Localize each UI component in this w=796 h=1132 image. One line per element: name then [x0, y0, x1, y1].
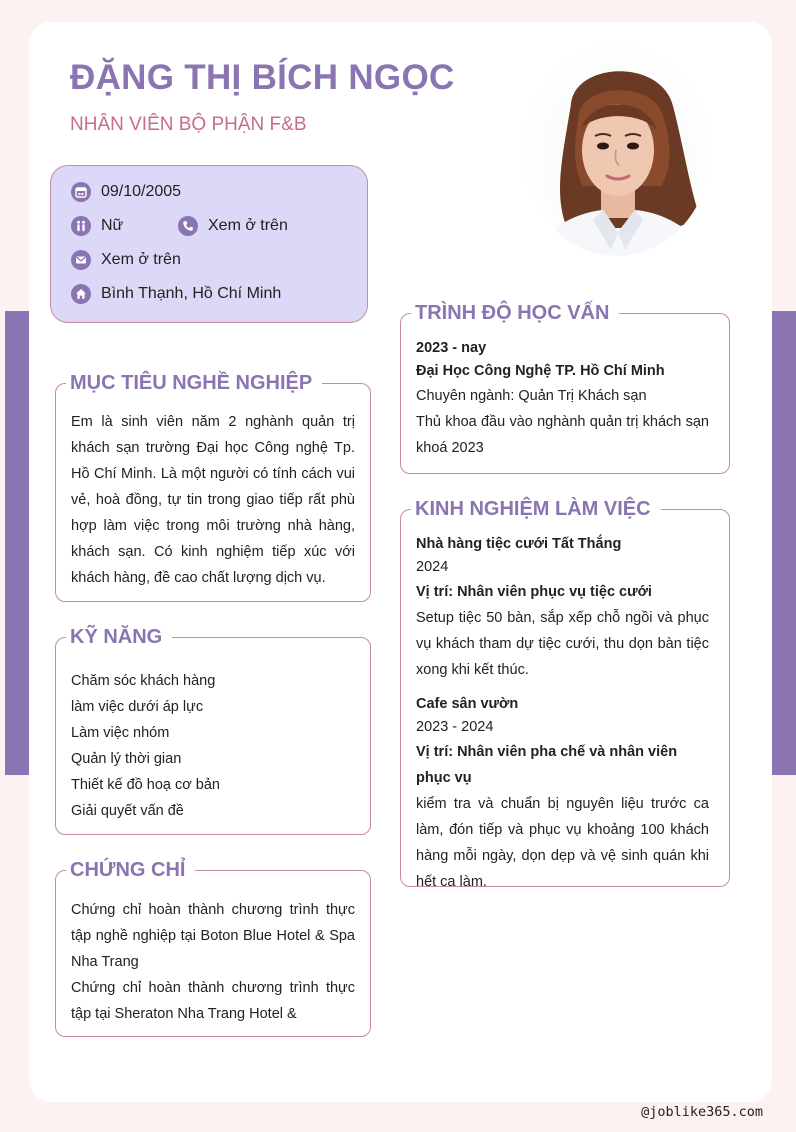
certificate-item: Chứng chỉ hoàn thành chương trình thực tập tại Sheraton Nha Trang Hotel &: [71, 980, 355, 1022]
left-decor-band: [5, 311, 29, 775]
email-value: Xem ở trên: [101, 251, 181, 268]
address-row: [71, 284, 281, 304]
candidate-job-title: NHÂN VIÊN BỘ PHẬN F&B: [70, 114, 307, 135]
phone-icon: [178, 216, 198, 236]
phone-row: [178, 216, 288, 236]
watermark: @joblike365.com: [641, 1104, 763, 1120]
experience-title: KINH NGHIỆM LÀM VIỆC: [411, 495, 661, 523]
experience-company: Cafe sân vườn: [416, 696, 519, 712]
birthday-row: [71, 182, 181, 202]
education-period: 2023 - nay: [416, 340, 487, 356]
certificate-item: Chứng chỉ hoàn thành chương trình thực tập nghề nghiệp tại Boton Blue Hotel & Spa Nha Trang: [71, 902, 355, 970]
email-row: [71, 250, 181, 270]
skills-section: [55, 626, 371, 835]
skill-item: Giải quyết vấn đề: [71, 803, 184, 819]
experience-company: Nhà hàng tiệc cưới Tất Thắng: [416, 536, 622, 552]
experience-item: [416, 533, 709, 683]
birthday-value: 09/10/2005: [101, 183, 182, 200]
objective-text: Em là sinh viên năm 2 nghành quản trị khách sạn trường Đại học Công nghệ Tp. Hồ Chí Minh. Là một người có tính cách vui vẻ, hoà đồng, tự tin trong giao tiếp rất phù hợp làm việc trong môi trường nhà hàng, khách sạn. Có kinh nghiệm tiếp xúc với khách hàng, đề cao chất lượng dịch vụ.: [71, 414, 355, 586]
candidate-name: ĐẶNG THỊ BÍCH NGỌC: [70, 58, 455, 97]
gender-row: [71, 216, 123, 236]
phone-value: Xem ở trên: [208, 217, 288, 234]
objective-section: [55, 372, 371, 602]
mail-icon: [71, 250, 91, 270]
certificates-section: [55, 859, 371, 1037]
contact-info-box: [50, 165, 368, 323]
experience-period: 2024: [416, 559, 449, 575]
experience-position: Vị trí: Nhân viên phục vụ tiệc cưới: [416, 584, 652, 600]
profile-photo: [523, 44, 711, 256]
address-value: Bình Thạnh, Hồ Chí Minh: [101, 285, 282, 302]
skill-item: Làm việc nhóm: [71, 725, 170, 741]
education-major: Chuyên ngành: Quản Trị Khách sạn: [416, 388, 647, 404]
right-decor-band: [772, 311, 796, 775]
skill-item: Quản lý thời gian: [71, 751, 182, 767]
education-school: Đại Học Công Nghệ TP. Hồ Chí Minh: [416, 363, 665, 379]
experience-period: 2023 - 2024: [416, 719, 494, 735]
certificates-title: CHỨNG CHỈ: [66, 856, 195, 884]
education-note: Thủ khoa đầu vào nghành quản trị khách sạn khoá 2023: [416, 414, 709, 456]
skill-item: Thiết kế đồ hoạ cơ bản: [71, 777, 220, 793]
experience-description: Setup tiệc 50 bàn, sắp xếp chỗ ngồi và phục vụ khách tham dự tiệc cưới, thu dọn bàn tiệc xong khi kết thúc.: [416, 610, 709, 678]
objective-title: MỤC TIÊU NGHỀ NGHIỆP: [66, 369, 322, 397]
resume-card: [29, 22, 772, 1102]
experience-position: Vị trí: Nhân viên pha chế và nhân viên phục vụ: [416, 744, 678, 786]
experience-description: kiểm tra và chuẩn bị nguyên liệu trước ca làm, đón tiếp và phục vụ khoảng 100 khách hàng mỗi ngày, dọn dẹp và vệ sinh quán khi hết ca làm.: [416, 796, 709, 890]
skills-list: [71, 668, 355, 824]
certificates-list: [71, 897, 355, 1027]
experience-section: [400, 498, 730, 890]
experience-item: [416, 693, 709, 895]
gender-value: Nữ: [101, 217, 124, 234]
education-title: TRÌNH ĐỘ HỌC VẤN: [411, 299, 619, 327]
skills-title: KỸ NĂNG: [66, 623, 172, 651]
skill-item: làm việc dưới áp lực: [71, 699, 204, 715]
education-section: [400, 302, 730, 474]
skill-item: Chăm sóc khách hàng: [71, 673, 216, 689]
gender-icon: [71, 216, 91, 236]
home-icon: [71, 284, 91, 304]
calendar-icon: [71, 182, 91, 202]
